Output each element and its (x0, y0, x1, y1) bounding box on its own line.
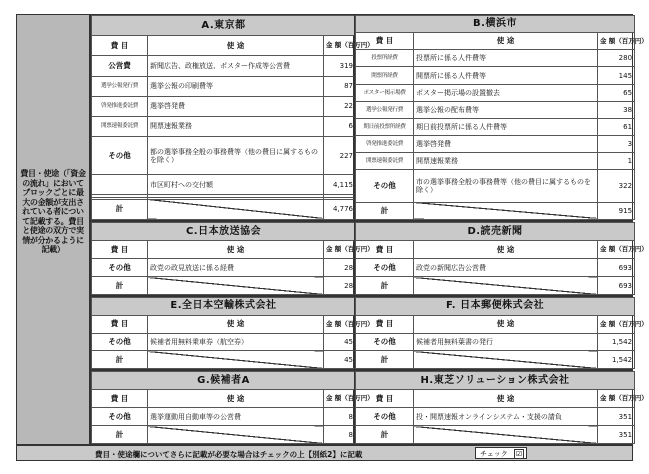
section-b (354, 14, 648, 221)
section-title-row (92, 16, 356, 36)
table-row (92, 96, 356, 116)
row-item: 期日前投票所経費 (356, 118, 414, 135)
row-amount: 351 (598, 408, 635, 426)
table-row (92, 333, 356, 351)
table-row (356, 136, 635, 153)
row-item: 啓発推進委託費 (356, 136, 414, 153)
row-item (92, 175, 148, 195)
row-use: 政党の政見放送に係る経費 (148, 259, 324, 277)
row-item: その他 (92, 408, 148, 426)
row-use: 開票所に係る人件費等 (414, 67, 598, 84)
table-row (356, 333, 635, 351)
total-amount: 1,542 (598, 351, 635, 369)
row-use: 市の選挙事務全般の事務費等（他の費目に属するものを除く） (414, 170, 598, 202)
row-amount: 322 (598, 170, 635, 202)
header-row (92, 315, 356, 333)
header-item: 費 目 (92, 36, 148, 56)
row-use: 候補者用無料葉書の発行 (414, 333, 598, 351)
total-diagonal (414, 202, 598, 219)
table-row (356, 408, 635, 426)
table-row (92, 56, 356, 76)
row-use: 投・開票速報オンラインシステム・支援の請負 (414, 408, 598, 426)
row-amount: 3 (598, 136, 635, 153)
row-amount: 45 (324, 333, 356, 351)
total-diagonal (414, 277, 598, 295)
header-use: 使 途 (414, 390, 598, 408)
total-amount: 45 (324, 351, 356, 369)
section-title-row (92, 298, 356, 316)
header-row (356, 390, 635, 408)
table-row (356, 67, 635, 84)
section-e (90, 296, 374, 370)
side-label-cell (16, 14, 90, 445)
header-amount: 金 額（百万円） (598, 390, 635, 408)
row-amount: 693 (598, 259, 635, 277)
section-title: E.全日本空輸株式会社 (92, 298, 356, 316)
row-use: 新聞広告、政権放送、ポスター作成等公営費 (148, 56, 324, 76)
header-item: 費 目 (356, 241, 414, 259)
header-use: 使 途 (148, 36, 324, 56)
section-title-row (356, 298, 635, 316)
table-row (356, 118, 635, 135)
row-item: その他 (356, 170, 414, 202)
header-item: 費 目 (356, 33, 414, 50)
section-c (90, 221, 374, 296)
total-diagonal (148, 199, 324, 219)
header-amount: 金 額（百万円） (324, 315, 356, 333)
header-row (356, 33, 635, 50)
row-use: 開票速報業務 (414, 153, 598, 170)
section-title: A.東京都 (92, 16, 356, 36)
table-row (92, 408, 356, 426)
header-row (356, 315, 635, 333)
header-use: 使 途 (414, 33, 598, 50)
header-amount: 金 額（百万円） (324, 36, 356, 56)
section-title-row (356, 372, 635, 390)
row-use: 選挙運動用自動車等の公営費 (148, 408, 324, 426)
row-use: 候補者用無料乗車券（航空券） (148, 333, 324, 351)
total-diagonal (148, 426, 324, 444)
side-label: 費目・使途（「資金の流れ」においてブロックごとに最大の金額が支出されている者について記載する。費目と使途の双方で実情が分かるように記載） (20, 169, 86, 254)
table-row (356, 84, 635, 101)
total-row (92, 426, 356, 444)
section-title: G.候補者A (92, 372, 356, 390)
table-row (92, 137, 356, 175)
row-amount: 1,542 (598, 333, 635, 351)
section-g (90, 370, 374, 445)
row-item: その他 (92, 333, 148, 351)
header-use: 使 途 (148, 241, 324, 259)
table-row (92, 175, 356, 195)
header-amount: 金 額（百万円） (324, 241, 356, 259)
table-row (356, 170, 635, 202)
row-use: 選挙公報の配布費等 (414, 101, 598, 118)
header-item: 費 目 (92, 315, 148, 333)
section-title-row (356, 223, 635, 241)
section-d (354, 221, 648, 296)
section-title-row (356, 16, 635, 33)
total-label: 計 (356, 351, 414, 369)
footer-bar (16, 445, 633, 461)
section-title-row (92, 372, 356, 390)
header-amount: 金 額（百万円） (324, 390, 356, 408)
header-row (92, 241, 356, 259)
table-row (356, 259, 635, 277)
row-item: その他 (92, 137, 148, 175)
total-diagonal (148, 351, 324, 369)
row-item: 開票速報委託費 (356, 153, 414, 170)
row-item: 開票速報委託費 (92, 116, 148, 136)
row-item: 投票所経費 (356, 50, 414, 67)
table-row (356, 153, 635, 170)
header-item: 費 目 (356, 315, 414, 333)
row-amount: 145 (598, 67, 635, 84)
row-amount: 1 (598, 153, 635, 170)
section-title-row (92, 223, 356, 241)
row-use: ポスター掲示場の設置撤去 (414, 84, 598, 101)
check-label: チェック (480, 450, 508, 458)
total-diagonal (414, 426, 598, 444)
row-item: その他 (356, 333, 414, 351)
total-diagonal (148, 277, 324, 295)
header-amount: 金 額（百万円） (598, 241, 635, 259)
row-use: 投票所に係る人件費等 (414, 50, 598, 67)
total-label: 計 (92, 277, 148, 295)
row-amount: 38 (598, 101, 635, 118)
total-amount: 693 (598, 277, 635, 295)
section-title: D.読売新聞 (356, 223, 635, 241)
header-item: 費 目 (92, 241, 148, 259)
total-label: 計 (356, 426, 414, 444)
total-row (356, 202, 635, 219)
total-amount: 8 (324, 426, 356, 444)
header-item: 費 目 (92, 390, 148, 408)
row-item: 選挙公報発行費 (92, 76, 148, 96)
row-item: その他 (356, 408, 414, 426)
row-item: その他 (356, 259, 414, 277)
row-amount: 28 (324, 259, 356, 277)
row-use: 選挙公報の印刷費等 (148, 76, 324, 96)
row-amount: 6 (324, 116, 356, 136)
row-use: 政党の新聞広告公営費 (414, 259, 598, 277)
header-amount: 金 額（百万円） (598, 315, 635, 333)
total-label: 計 (92, 426, 148, 444)
total-row (92, 351, 356, 369)
header-use: 使 途 (414, 241, 598, 259)
table-row (356, 101, 635, 118)
section-title: F. 日本郵便株式会社 (356, 298, 635, 316)
total-label: 計 (92, 199, 148, 219)
header-use: 使 途 (148, 390, 324, 408)
row-use: 選挙啓発費 (414, 136, 598, 153)
header-item: 費 目 (356, 390, 414, 408)
footer-note: 費目・使途欄についてさらに記載が必要な場合はチェックの上【別紙2】に記載 (95, 450, 363, 459)
row-amount: 4,115 (324, 175, 356, 195)
section-title: C.日本放送協会 (92, 223, 356, 241)
row-amount: 61 (598, 118, 635, 135)
row-amount: 227 (324, 137, 356, 175)
total-row (92, 199, 356, 219)
header-amount: 金 額（百万円） (598, 33, 635, 50)
section-h (354, 370, 648, 445)
header-use: 使 途 (414, 315, 598, 333)
table-row (92, 116, 356, 136)
header-row (356, 241, 635, 259)
total-amount: 4,776 (324, 199, 356, 219)
total-amount: 351 (598, 426, 635, 444)
header-use: 使 途 (148, 315, 324, 333)
checkbox-icon[interactable]: ☑ (515, 450, 523, 458)
total-row (356, 277, 635, 295)
header-row (92, 36, 356, 56)
total-amount: 28 (324, 277, 356, 295)
total-label: 計 (356, 202, 414, 219)
section-title: H.東芝ソリューション株式会社 (356, 372, 635, 390)
row-use: 期日前投票所に係る人件費等 (414, 118, 598, 135)
table-row (92, 76, 356, 96)
total-amount: 915 (598, 202, 635, 219)
row-item: 開票所経費 (356, 67, 414, 84)
row-amount: 319 (324, 56, 356, 76)
section-f (354, 296, 648, 370)
check-box[interactable] (475, 447, 527, 459)
table-row (92, 259, 356, 277)
total-diagonal (414, 351, 598, 369)
row-item: ポスター掲示場費 (356, 84, 414, 101)
total-row (356, 351, 635, 369)
header-row (92, 390, 356, 408)
row-use: 開票速報業務 (148, 116, 324, 136)
row-use: 選挙啓発費 (148, 96, 324, 116)
total-row (92, 277, 356, 295)
table-row (356, 50, 635, 67)
total-label: 計 (356, 277, 414, 295)
row-amount: 280 (598, 50, 635, 67)
row-use: 市区町村への交付額 (148, 175, 324, 195)
section-title: B.横浜市 (356, 16, 635, 33)
row-amount: 65 (598, 84, 635, 101)
row-item: 選挙公報発行費 (356, 101, 414, 118)
row-item: 公営費 (92, 56, 148, 76)
row-item: その他 (92, 259, 148, 277)
total-label: 計 (92, 351, 148, 369)
total-row (356, 426, 635, 444)
row-amount: 22 (324, 96, 356, 116)
row-amount: 87 (324, 76, 356, 96)
row-item: 啓発推進委託費 (92, 96, 148, 116)
row-amount: 8 (324, 408, 356, 426)
section-a (90, 14, 374, 221)
row-use: 都の選挙事務全般の事務費等（他の費目に属するものを除く） (148, 137, 324, 175)
